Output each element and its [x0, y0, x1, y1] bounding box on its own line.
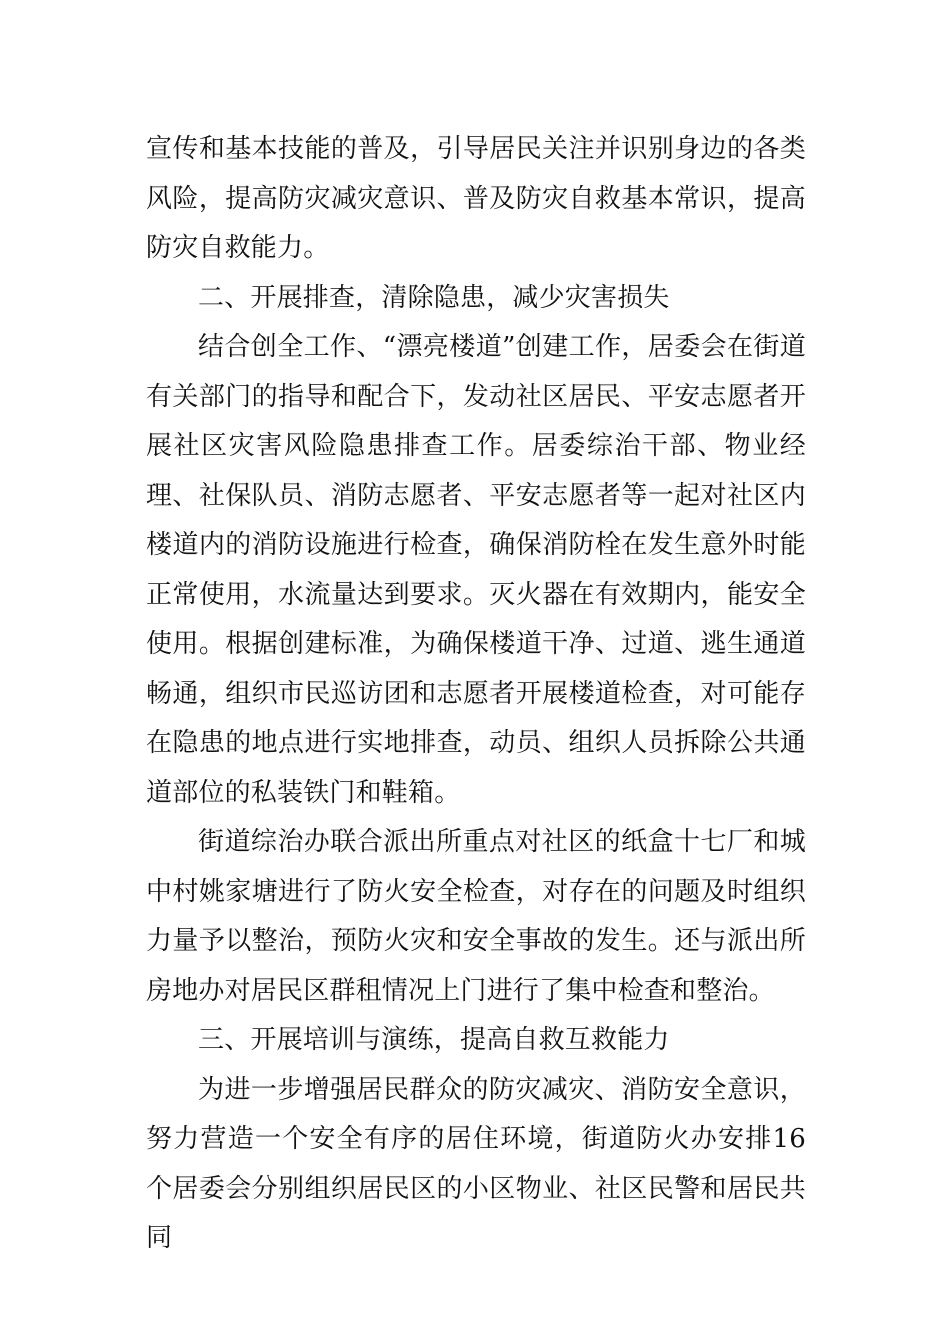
paragraph-fire-safety-check: 街道综治办联合派出所重点对社区的纸盒十七厂和城中村姚家塘进行了防火安全检查，对存在的问题及时组织力量予以整治，预防火灾和安全事故的发生。还与派出所房地办对居民区群租情况上门进行了集中检查和整治。 [146, 827, 806, 1006]
document-page [146, 125, 806, 1264]
paragraph-training-drills: 为进一步增强居民群众的防灾减灾、消防安全意识，努力营造一个安全有序的居住环境，街道防火办安排16个居委会分别组织居民区的小区物业、社区民警和居民共同 [146, 1074, 806, 1253]
paragraph-continuation: 宣传和基本技能的普及，引导居民关注并识别身边的各类风险，提高防灾减灾意识、普及防灾自救基本常识，提高防灾自救能力。 [146, 134, 806, 263]
section-heading-2: 二、开展排查，清除隐患，减少灾害损失 [198, 282, 670, 313]
paragraph-hazard-inspection: 结合创全工作、“漂亮楼道”创建工作，居委会在街道有关部门的指导和配合下，发动社区居民、平安志愿者开展社区灾害风险隐患排查工作。居委综治干部、物业经理、社保队员、消防志愿者、平安志愿者等一起对社区内楼道内的消防设施进行检查，确保消防栓在发生意外时能正常使用，水流量达到要求。灭火器在有效期内，能安全使用。根据创建标准，为确保楼道干净、过道、逃生通道畅通，组织市民巡访团和志愿者开展楼道检查，对可能存在隐患的地点进行实地排查，动员、组织人员拆除公共通道部位的私装铁门和鞋箱。 [146, 332, 806, 808]
section-heading-3: 三、开展培训与演练，提高自救互救能力 [198, 1025, 670, 1055]
